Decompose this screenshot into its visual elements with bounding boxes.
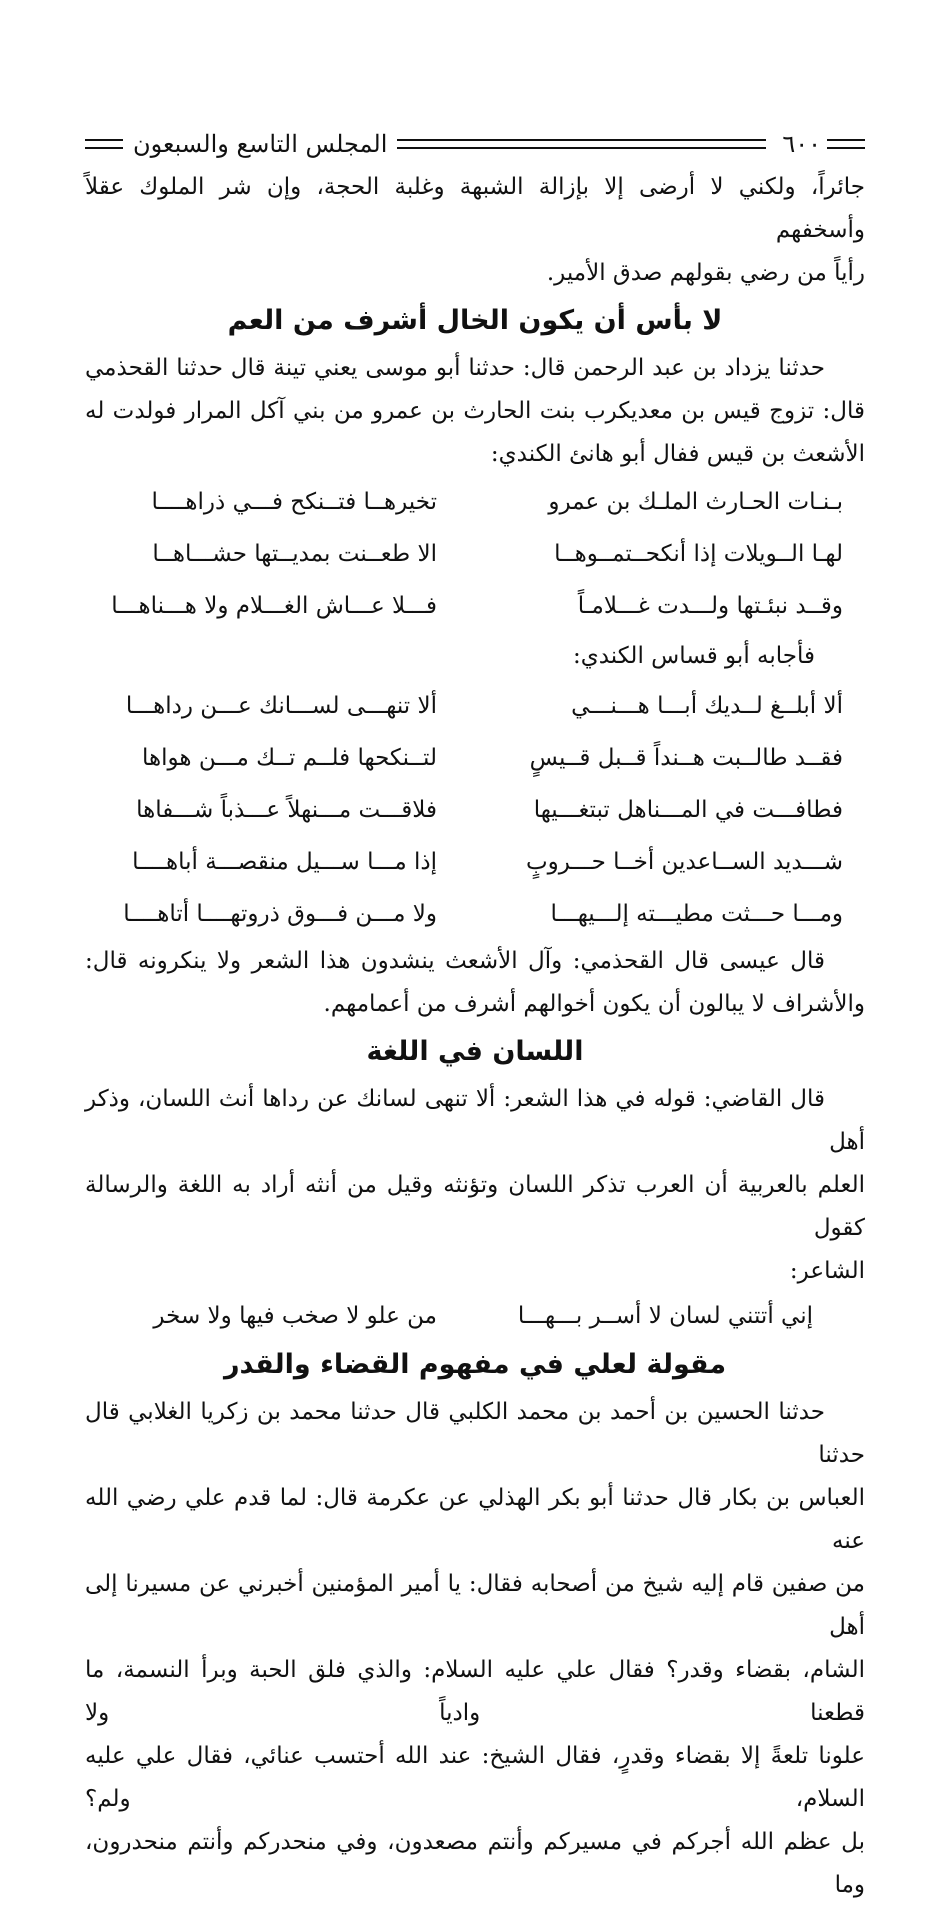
running-header: [85, 122, 865, 166]
verse-hemistich-first: لهـا الــويلات إذا أنكحــتمــوهــا: [554, 541, 843, 567]
verse-hemistich-first: ألا أبلــغ لــديك أبـــا هـــنـــي: [571, 693, 843, 719]
verse-line: [85, 580, 865, 632]
verse-line: [85, 680, 865, 732]
section3-line-4: الشام، بقضاء وقدر؟ فقال علي عليه السلام: والذي فلق الحبة وبرأ النسمة، ما قطعنا وادياً ولا: [85, 1657, 865, 1726]
verse-line: [85, 1293, 865, 1339]
section-heading-1: لا بأس أن يكون الخال أشرف من العم: [227, 305, 723, 336]
section1-line-3: الأشعث بن قيس ففال أبو هانئ الكندي:: [490, 441, 865, 467]
section3-line-2: العباس بن بكار قال حدثنا أبو بكر الهذلي عن عكرمة قال: لما قدم علي رضي الله عنه: [85, 1485, 865, 1554]
closing-line-1: قال عيسى قال القحذمي: وآل الأشعث ينشدون هذا الشعر ولا ينكرونه قال:: [85, 948, 825, 974]
page-number: ٦٠٠: [782, 130, 821, 158]
section3-line-3: من صفين قام إليه شيخ من أصحابه فقال: يا أمير المؤمنين أخبرني عن مسيرنا إلى أهل: [85, 1571, 865, 1640]
poem-1: [85, 476, 865, 632]
verse-hemistich-first: إني أتتني لسان لا أســر بـــهـــا: [517, 1303, 813, 1329]
verse-hemistich-second: فـــلا عـــاش الغـــلام ولا هـــناهـــا: [111, 593, 437, 619]
verse-line: [85, 732, 865, 784]
header-rule-middle: [397, 139, 766, 149]
verse-hemistich-first: فطافـــت في المـــناهل تبتغـــيها: [533, 797, 843, 823]
verse-line: [85, 836, 865, 888]
verse-line: [85, 476, 865, 528]
section-heading-3: مقولة لعلي في مفهوم القضاء والقدر: [223, 1349, 727, 1380]
opening-line-2: رأياً من رضي بقولهم صدق الأمير.: [546, 260, 865, 286]
section3-line-1: حدثنا الحسين بن أحمد بن محمد الكلبي قال حدثنا محمد بن زكريا الغلابي قال حدثنا: [85, 1399, 865, 1468]
chapter-title: المجلس التاسع والسبعون: [133, 130, 388, 158]
verse-hemistich-first: ومـــا حـــثت مطيـــته إلـــيهـــا: [550, 901, 843, 927]
reply-intro: فأجابه أبو قساس الكندي:: [572, 643, 815, 669]
verse-hemistich-second: لتــنكحها فلــم تــك مـــن هواها: [141, 745, 437, 771]
verse-hemistich-second: فلاقـــت مـــنهلاً عـــذباً شـــفاها: [136, 797, 437, 823]
verse-hemistich-second: الا طعــنت بمديــتها حشـــاهــا: [152, 541, 437, 567]
verse-hemistich-first: شـــديد الســاعدين أخــا حـــروبٍ: [525, 849, 843, 875]
verse-line: [85, 784, 865, 836]
section2-line-2: العلم بالعربية أن العرب تذكر اللسان وتؤنثه وقيل من أنثه أراد به اللغة والرسالة كقول: [85, 1172, 865, 1241]
section3-line-5: علونا تلعةً إلا بقضاء وقدرٍ، فقال الشيخ: عند الله أحتسب عنائي، فقال علي عليه السلام، ولم؟: [85, 1743, 865, 1812]
verse-hemistich-first: وقــد نبئـتها ولـــدت غـــلامـاً: [577, 593, 843, 619]
verse-hemistich-second: تخيرهــا فتــنكح فـــي ذراهــــا: [151, 489, 437, 515]
poem-2: [85, 680, 865, 940]
verse-hemistich-second: من علو لا صخب فيها ولا سخر: [153, 1303, 437, 1329]
book-page: [85, 122, 865, 1907]
verse-line: [85, 528, 865, 580]
verse-line: [85, 888, 865, 940]
section-heading-2: اللسان في اللغة: [366, 1036, 584, 1067]
opening-line-1: جائراً، ولكني لا أرضى إلا بإزالة الشبهة وغلبة الحجة، وإن شر الملوك عقلاً وأسخفهم: [85, 174, 865, 243]
verse-hemistich-first: فقــد طالــبت هــنداً قــبل قــيسٍ: [529, 745, 843, 771]
header-rule-right: [827, 139, 865, 149]
section1-line-1: حدثنا يزداد بن عبد الرحمن قال: حدثنا أبو موسى يعني تينة قال حدثنا القحذمي: [85, 355, 825, 381]
closing-line-2: والأشراف لا يبالون أن يكون أخوالهم أشرف من أعمامهم.: [323, 991, 865, 1017]
section2-line-1: قال القاضي: قوله في هذا الشعر: ألا تنهى لسانك عن رداها أنث اللسان، وذكر أهل: [85, 1086, 865, 1155]
verse-hemistich-second: ألا تنهـــى لســـانك عـــن رداهـــا: [125, 693, 437, 719]
verse-hemistich-second: ولا مـــن فـــوق ذروتهــــا أتاهــــا: [123, 901, 437, 927]
verse-hemistich-second: إذا مـــا ســـيل منقصـــة أباهــــا: [132, 849, 437, 875]
section3-line-6: بل عظم الله أجركم في مسيركم وأنتم مصعدون، وفي منحدركم وأنتم منحدرون، وما: [85, 1829, 865, 1898]
section1-line-2: قال: تزوج قيس بن معديكرب بنت الحارث بن عمرو من بني آكل المرار فولدت له: [85, 398, 865, 424]
section2-line-3: الشاعر:: [789, 1258, 865, 1284]
header-rule-left: [85, 139, 123, 149]
verse-hemistich-first: بـنـات الحـارث الملـك بن عمرو: [548, 489, 843, 515]
